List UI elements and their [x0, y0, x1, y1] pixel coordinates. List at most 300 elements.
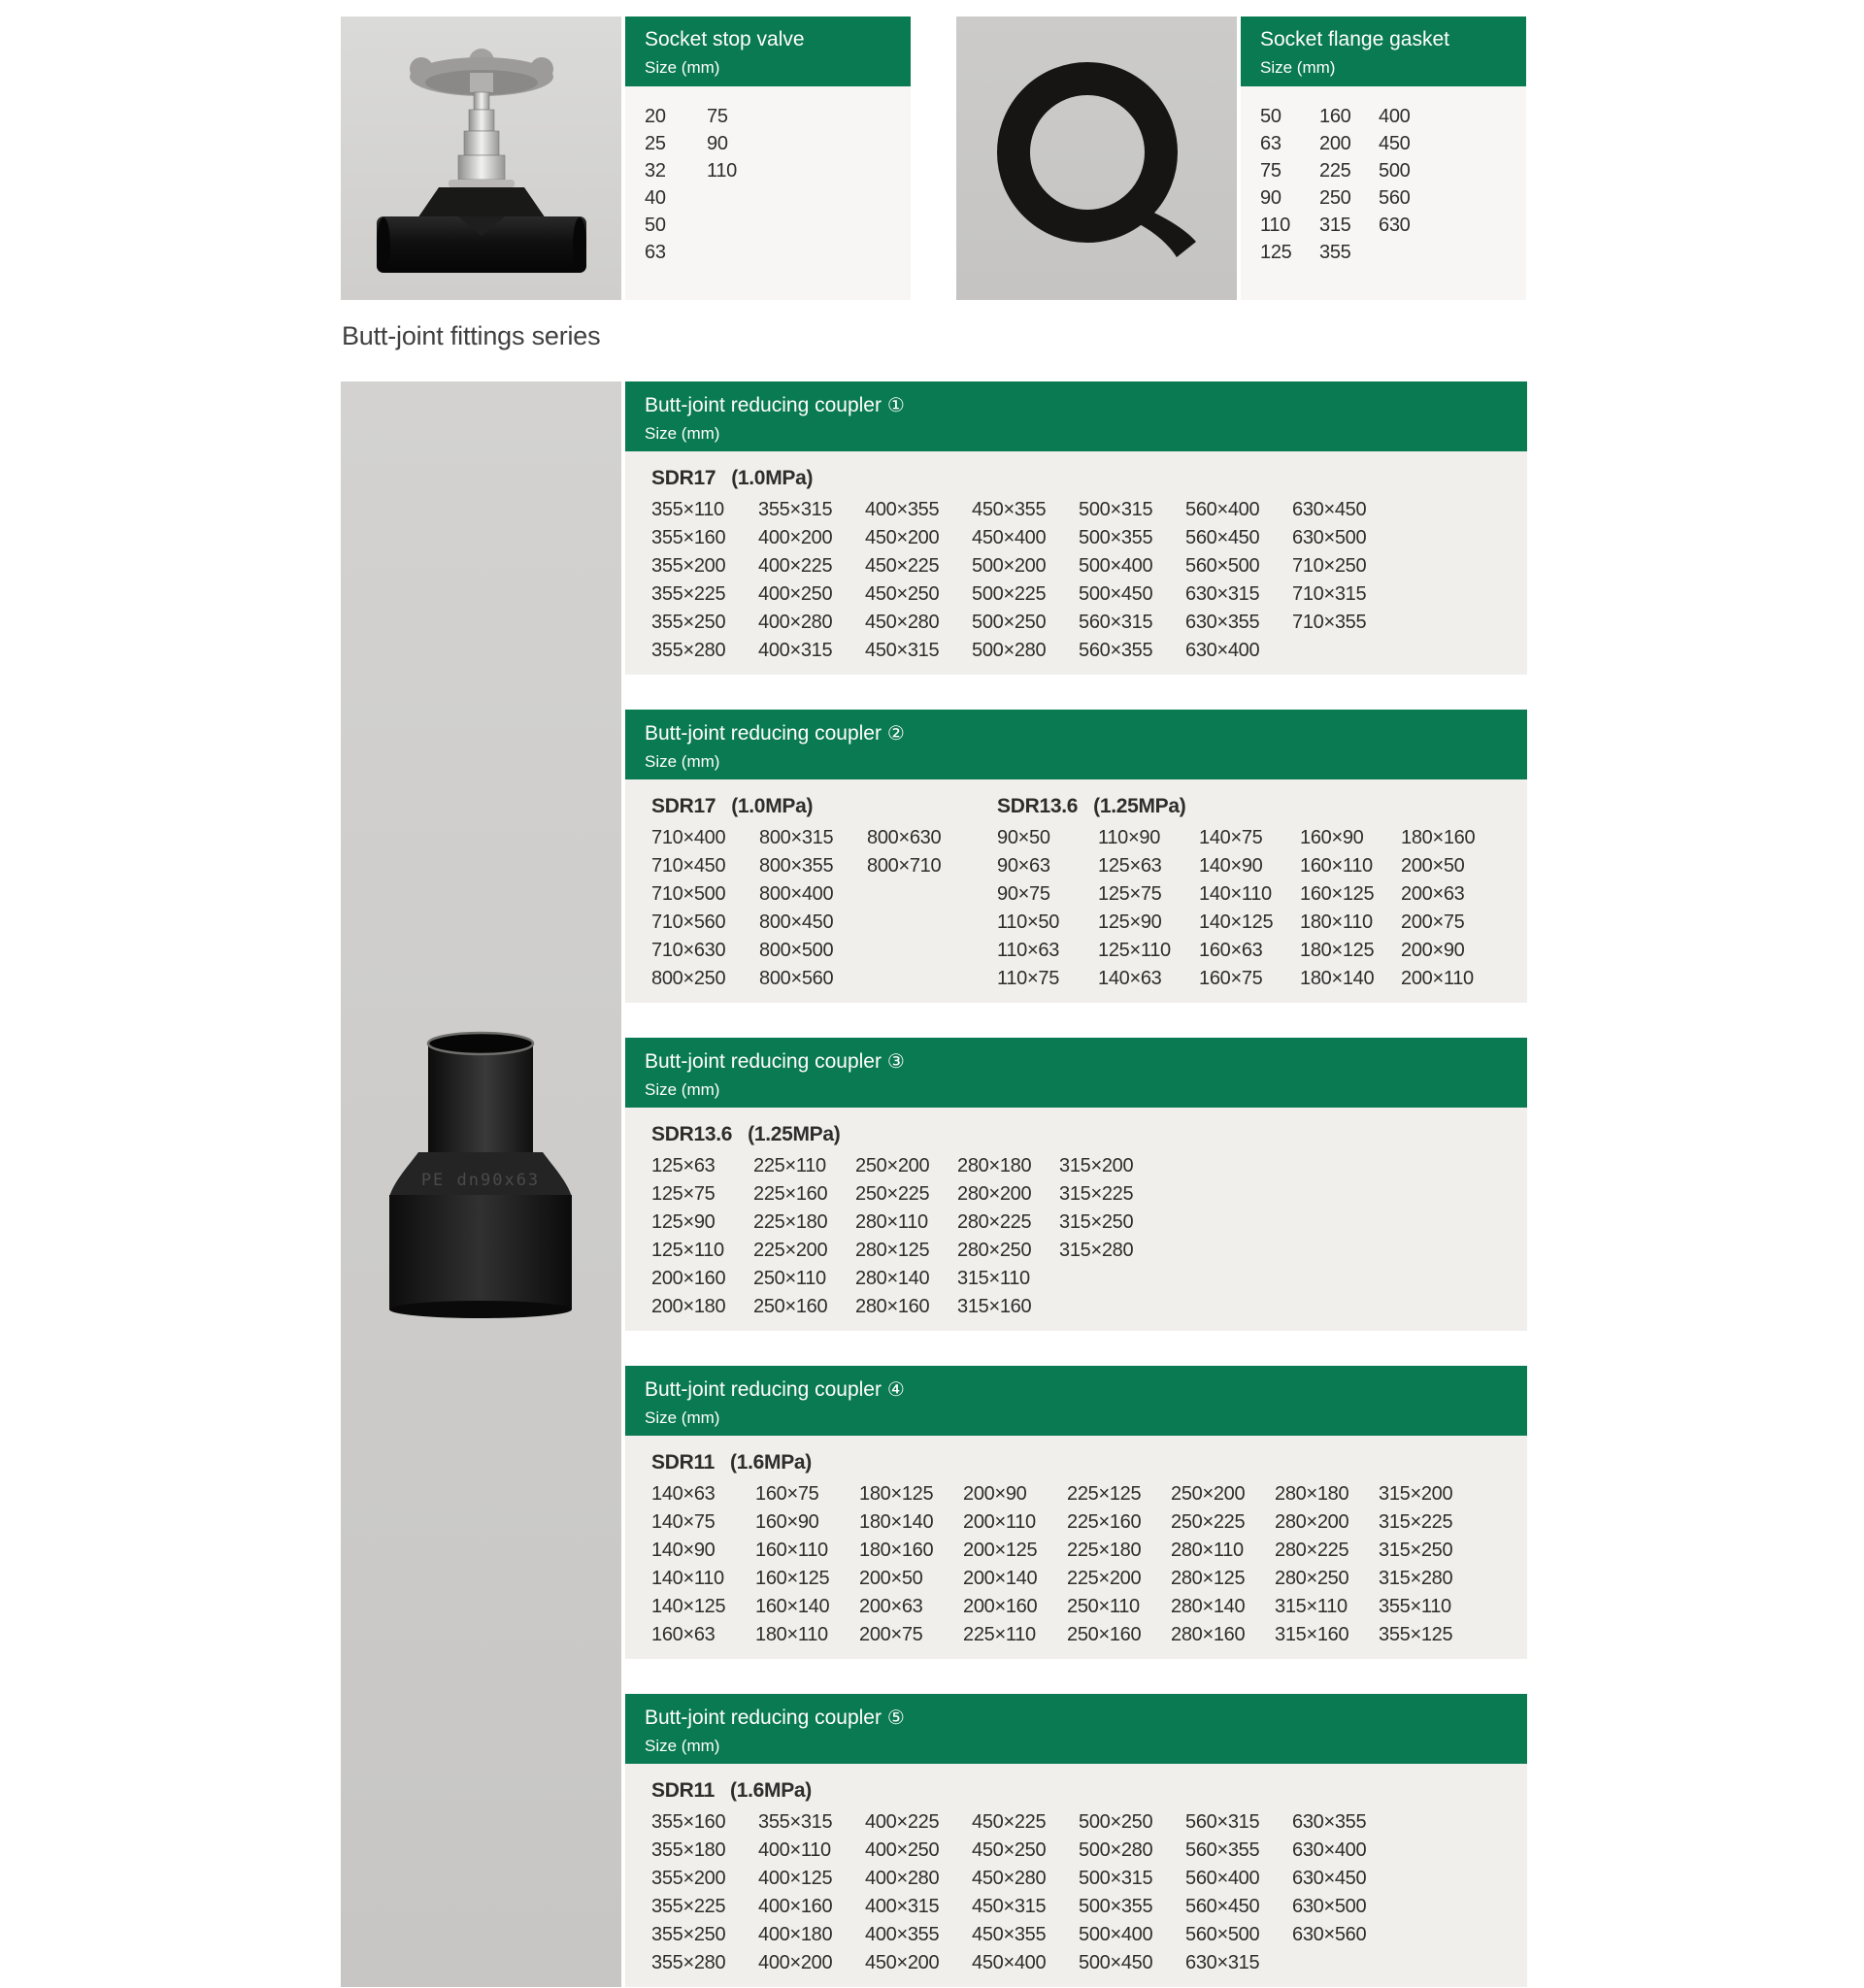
- size-cell: 250×110: [753, 1268, 826, 1289]
- size-cell: 315×110: [1275, 1596, 1348, 1617]
- table-title: [645, 1706, 1527, 1730]
- butt-joint-section: [341, 381, 1527, 1987]
- size-cell: 280×180: [957, 1155, 1032, 1176]
- size-cell: 110×75: [997, 968, 1060, 989]
- size-unit-label: Size (mm): [645, 424, 720, 443]
- size-cell: 500×400: [1079, 1924, 1153, 1945]
- size-cell: 225×125: [1067, 1483, 1142, 1505]
- coupler-photo-panel: [341, 381, 621, 1987]
- coupler-table: [625, 381, 1527, 675]
- size-row: [651, 1893, 1527, 1921]
- size-row: [651, 1865, 1527, 1893]
- size-cell: 355×315: [758, 1811, 833, 1833]
- sdr-code: SDR13.6: [997, 795, 1079, 817]
- size-cell: 450: [1379, 132, 1411, 154]
- size-cell: 355×110: [1379, 1596, 1451, 1617]
- size-cell: 125×90: [1098, 911, 1162, 933]
- size-row: [651, 880, 997, 909]
- size-cell: 200×75: [859, 1624, 923, 1645]
- size-row: [645, 212, 911, 239]
- size-cell: 315×110: [957, 1268, 1030, 1289]
- size-unit-label: Size (mm): [645, 1408, 720, 1427]
- size-cell: 710×560: [651, 911, 726, 933]
- size-cell: 63: [1260, 132, 1282, 154]
- sdr-group: [651, 1117, 1527, 1321]
- size-cell: 20: [645, 105, 666, 127]
- size-cell: 400×280: [865, 1868, 940, 1889]
- size-cell: 110×50: [997, 911, 1060, 933]
- table-title-text: Butt-joint reducing coupler: [645, 1706, 882, 1729]
- size-cell: 160×63: [1199, 940, 1263, 961]
- size-row: [1260, 212, 1526, 239]
- valve-stem: [474, 92, 489, 110]
- size-cell: 630×400: [1185, 640, 1260, 661]
- size-cell: 200×63: [1401, 883, 1465, 905]
- socket-flange-gasket-photo: [956, 17, 1237, 300]
- size-cell: 200×160: [963, 1596, 1038, 1617]
- size-row: [651, 552, 1527, 580]
- size-cell: 315×280: [1379, 1568, 1453, 1589]
- size-cell: 800×630: [867, 827, 942, 848]
- gasket-ring: [1014, 79, 1161, 226]
- size-cell: 355×225: [651, 583, 726, 605]
- table-title-text: Butt-joint reducing coupler: [645, 722, 882, 745]
- size-cell: 125×63: [1098, 855, 1162, 877]
- sdr-rating-label: [651, 1773, 1527, 1808]
- table-header: [625, 17, 911, 86]
- size-cell: 355×225: [651, 1896, 726, 1917]
- size-cell: 500×400: [1079, 555, 1153, 577]
- table-body: [625, 1436, 1527, 1659]
- size-cell: 500: [1379, 159, 1411, 182]
- size-cell: 500×450: [1079, 1952, 1153, 1973]
- size-row: [651, 496, 1527, 524]
- size-cell: 355×160: [651, 527, 726, 548]
- size-cell: 280×200: [1275, 1511, 1349, 1533]
- table-body: [625, 1764, 1527, 1987]
- sdr-code: SDR11: [651, 1779, 716, 1802]
- size-cell: 315×250: [1059, 1211, 1134, 1233]
- size-cell: 450×225: [865, 555, 940, 577]
- size-cell: 200×90: [963, 1483, 1027, 1505]
- size-cell: 630×400: [1292, 1839, 1367, 1861]
- size-cell: 225×110: [753, 1155, 826, 1176]
- circled-number-badge: ①: [886, 393, 905, 416]
- size-row: [997, 937, 1527, 965]
- size-row: [651, 1593, 1527, 1621]
- size-cell: 160×110: [1300, 855, 1373, 877]
- size-cell: 225×160: [753, 1183, 828, 1205]
- size-cell: 200×180: [651, 1296, 726, 1317]
- pressure-rating: (1.0MPa): [731, 467, 814, 489]
- size-cell: 315×280: [1059, 1240, 1134, 1261]
- size-cell: 315: [1319, 214, 1351, 236]
- size-cell: 32: [645, 159, 666, 182]
- size-unit-label: Size (mm): [645, 1737, 720, 1755]
- size-row: [651, 1621, 1527, 1649]
- size-cell: 180×140: [859, 1511, 934, 1533]
- size-cell: 250×160: [1067, 1624, 1142, 1645]
- size-cell: 180×160: [859, 1540, 934, 1561]
- size-cell: 450×250: [865, 583, 940, 605]
- socket-stop-valve-table: [625, 17, 911, 300]
- size-row: [645, 103, 911, 130]
- size-cell: 90×75: [997, 883, 1050, 905]
- table-header: [625, 1366, 1527, 1436]
- size-cell: 630×315: [1185, 583, 1260, 605]
- size-cell: 125: [1260, 241, 1292, 263]
- size-cell: 630×560: [1292, 1924, 1367, 1945]
- size-cell: 500×280: [1079, 1839, 1153, 1861]
- size-cell: 250×160: [753, 1296, 828, 1317]
- valve-stem: [458, 155, 505, 180]
- size-cell: 200×50: [859, 1568, 923, 1589]
- size-cell: 400×250: [865, 1839, 940, 1861]
- size-row: [997, 824, 1527, 852]
- size-cell: 280×180: [1275, 1483, 1349, 1505]
- size-row: [651, 580, 1527, 609]
- size-cell: 140×110: [651, 1568, 724, 1589]
- table-body: [625, 779, 1527, 1003]
- size-cell: 200×90: [1401, 940, 1465, 961]
- size-cell: 800×450: [759, 911, 834, 933]
- size-cell: 280×225: [957, 1211, 1032, 1233]
- size-cell: 110: [707, 159, 737, 182]
- size-cell: 280×125: [855, 1240, 930, 1261]
- size-cell: 315×225: [1059, 1183, 1134, 1205]
- size-row: [651, 1949, 1527, 1977]
- sdr-rating-label: [651, 1117, 1527, 1152]
- size-cell: 200×110: [1401, 968, 1474, 989]
- size-cell: 800×560: [759, 968, 834, 989]
- size-row: [997, 852, 1527, 880]
- size-cell: 200×75: [1401, 911, 1465, 933]
- size-cell: 450×355: [972, 499, 1047, 520]
- size-cell: 75: [1260, 159, 1282, 182]
- size-row: [651, 824, 997, 852]
- size-cell: 400×280: [758, 612, 833, 633]
- coupler-top-cylinder: [428, 1044, 533, 1152]
- size-cell: 180×140: [1300, 968, 1375, 989]
- socket-flange-gasket-block: [956, 17, 1526, 300]
- size-cell: 500×280: [972, 640, 1047, 661]
- size-cell: 400×200: [758, 1952, 833, 1973]
- size-cell: 180×160: [1401, 827, 1476, 848]
- sdr-groups: [651, 1117, 1527, 1321]
- size-cell: 560×450: [1185, 1896, 1260, 1917]
- size-row: [651, 1265, 1527, 1293]
- table-title: [645, 1377, 1527, 1402]
- size-cell: 280×200: [957, 1183, 1032, 1205]
- size-cell: 140×75: [1199, 827, 1263, 848]
- size-cell: 280×125: [1171, 1568, 1246, 1589]
- size-cell: 125×90: [651, 1211, 716, 1233]
- reducing-coupler-photo: [368, 1022, 594, 1323]
- circled-number-badge: ③: [886, 1049, 905, 1073]
- size-cell: 560×500: [1185, 1924, 1260, 1945]
- size-cell: 500×250: [972, 612, 1047, 633]
- size-cell: 630×355: [1292, 1811, 1367, 1833]
- size-cell: 110×63: [997, 940, 1060, 961]
- size-cell: 160×90: [755, 1511, 819, 1533]
- coupler-table: [625, 710, 1527, 1003]
- flange-gasket-illustration: [984, 46, 1210, 271]
- size-cell: 180×110: [755, 1624, 828, 1645]
- valve-bonnet: [417, 187, 546, 218]
- table-title: Socket flange gasket: [1260, 28, 1449, 50]
- size-unit-label: Size (mm): [645, 58, 720, 77]
- size-cell: 200×140: [963, 1568, 1038, 1589]
- size-cell: 800×250: [651, 968, 726, 989]
- size-cell: 400×355: [865, 499, 940, 520]
- size-cell: 180×125: [859, 1483, 934, 1505]
- size-cell: 450×315: [865, 640, 940, 661]
- sdr-code: SDR13.6: [651, 1123, 733, 1145]
- size-cell: 800×355: [759, 855, 834, 877]
- size-cell: 200: [1319, 132, 1351, 154]
- stop-valve-illustration: [375, 40, 588, 277]
- section-heading: Butt-joint fittings series: [342, 321, 601, 350]
- size-unit-label: Size (mm): [1260, 58, 1336, 77]
- size-row: [651, 609, 1527, 637]
- size-row: [1260, 184, 1526, 212]
- size-cell: 280×250: [957, 1240, 1032, 1261]
- size-cell: 63: [645, 241, 666, 263]
- size-row: [651, 1537, 1527, 1565]
- size-cell: 140×90: [1199, 855, 1263, 877]
- size-cell: 90: [1260, 186, 1282, 209]
- size-cell: 355: [1319, 241, 1351, 263]
- size-cell: 630×450: [1292, 499, 1367, 520]
- size-cell: 450×225: [972, 1811, 1047, 1833]
- size-cell: 280×160: [855, 1296, 930, 1317]
- sdr-code: SDR17: [651, 795, 716, 817]
- size-cell: 355×160: [651, 1811, 726, 1833]
- table-header: [625, 1038, 1527, 1108]
- size-cell: 200×160: [651, 1268, 726, 1289]
- size-cell: 630×500: [1292, 1896, 1367, 1917]
- size-row: [651, 852, 997, 880]
- size-row: [651, 909, 997, 937]
- size-cell: 90: [707, 132, 728, 154]
- sdr-groups: [651, 1445, 1527, 1649]
- size-cell: 400×160: [758, 1896, 833, 1917]
- handwheel-hub: [470, 73, 493, 92]
- size-cell: 280×110: [1171, 1540, 1244, 1561]
- size-cell: 500×355: [1079, 527, 1153, 548]
- stem-flange: [449, 180, 515, 187]
- embossed-text: PE dn90x63: [420, 1171, 541, 1190]
- sdr-groups: [651, 789, 1527, 993]
- size-cell: 25: [645, 132, 666, 154]
- size-cell: 140×75: [651, 1511, 716, 1533]
- size-cell: 560×355: [1185, 1839, 1260, 1861]
- size-cell: 160×110: [755, 1540, 828, 1561]
- size-cell: 250×200: [1171, 1483, 1246, 1505]
- socket-stop-valve-block: [341, 17, 911, 300]
- size-cell: 160×125: [755, 1568, 830, 1589]
- pipe-end: [573, 217, 586, 272]
- size-cell: 280×225: [1275, 1540, 1349, 1561]
- size-cell: 110×90: [1098, 827, 1161, 848]
- size-cell: 200×50: [1401, 855, 1465, 877]
- size-cell: 280×140: [855, 1268, 930, 1289]
- size-cell: 225×200: [753, 1240, 828, 1261]
- size-cell: 800×710: [867, 855, 942, 877]
- sdr-code: SDR11: [651, 1451, 716, 1474]
- table-body: [625, 451, 1527, 675]
- table-header: [625, 381, 1527, 451]
- sdr-rating-label: [997, 789, 1527, 824]
- size-row: [651, 1921, 1527, 1949]
- size-cell: 225×180: [753, 1211, 828, 1233]
- size-row: [1260, 157, 1526, 184]
- circled-number-badge: ②: [886, 721, 905, 745]
- size-row: [651, 637, 1527, 665]
- size-cell: 500×250: [1079, 1811, 1153, 1833]
- size-cell: 560×400: [1185, 499, 1260, 520]
- sdr-group: [651, 789, 997, 993]
- size-cell: 560×400: [1185, 1868, 1260, 1889]
- size-cell: 125×110: [1098, 940, 1171, 961]
- size-cell: 140×125: [651, 1596, 726, 1617]
- size-list: [625, 86, 911, 300]
- size-unit-label: Size (mm): [645, 752, 720, 771]
- size-cell: 400×315: [758, 640, 833, 661]
- size-cell: 140×110: [1199, 883, 1272, 905]
- size-cell: 355×125: [1379, 1624, 1453, 1645]
- circled-number-badge: ④: [886, 1377, 905, 1401]
- size-row: [651, 1565, 1527, 1593]
- size-row: [1260, 130, 1526, 157]
- size-cell: 225×110: [963, 1624, 1036, 1645]
- size-row: [997, 965, 1527, 993]
- sdr-rating-label: [651, 789, 997, 824]
- circled-number-badge: ⑤: [886, 1706, 905, 1729]
- size-cell: 355×200: [651, 555, 726, 577]
- size-cell: 160×63: [651, 1624, 716, 1645]
- size-cell: 280×160: [1171, 1624, 1246, 1645]
- table-header: [1241, 17, 1526, 86]
- size-row: [651, 937, 997, 965]
- valve-stem: [469, 110, 494, 131]
- size-row: [651, 1808, 1527, 1837]
- size-cell: 280×250: [1275, 1568, 1349, 1589]
- size-cell: 710×630: [651, 940, 726, 961]
- size-cell: 160: [1319, 105, 1351, 127]
- size-row: [997, 909, 1527, 937]
- size-cell: 250×200: [855, 1155, 930, 1176]
- size-list: [1241, 86, 1526, 300]
- size-cell: 400×180: [758, 1924, 833, 1945]
- size-row: [651, 1180, 1527, 1209]
- size-row: [1260, 103, 1526, 130]
- size-cell: 560×315: [1185, 1811, 1260, 1833]
- size-cell: 500×450: [1079, 583, 1153, 605]
- table-header: [625, 710, 1527, 779]
- size-cell: 125×75: [1098, 883, 1162, 905]
- size-cell: 450×355: [972, 1924, 1047, 1945]
- size-cell: 355×110: [651, 499, 724, 520]
- size-cell: 315×200: [1059, 1155, 1134, 1176]
- size-row: [651, 965, 997, 993]
- size-row: [651, 1209, 1527, 1237]
- size-cell: 40: [645, 186, 666, 209]
- size-cell: 250×110: [1067, 1596, 1140, 1617]
- size-cell: 800×400: [759, 883, 834, 905]
- size-cell: 630×500: [1292, 527, 1367, 548]
- coupler-table: [625, 1694, 1527, 1987]
- size-cell: 500×200: [972, 555, 1047, 577]
- size-cell: 400×250: [758, 583, 833, 605]
- size-cell: 500×355: [1079, 1896, 1153, 1917]
- size-cell: 140×63: [1098, 968, 1162, 989]
- socket-flange-gasket-table: [1241, 17, 1526, 300]
- pressure-rating: (1.6MPa): [730, 1779, 813, 1802]
- size-cell: 500×315: [1079, 499, 1153, 520]
- size-row: [651, 1237, 1527, 1265]
- size-cell: 160×125: [1300, 883, 1375, 905]
- sdr-group: [997, 789, 1527, 993]
- size-cell: 400×200: [758, 527, 833, 548]
- size-cell: 450×400: [972, 1952, 1047, 1973]
- socket-stop-valve-photo: [341, 17, 621, 300]
- size-cell: 225×160: [1067, 1511, 1142, 1533]
- size-cell: 250: [1319, 186, 1351, 209]
- size-cell: 355×200: [651, 1868, 726, 1889]
- size-cell: 50: [645, 214, 666, 236]
- size-cell: 110: [1260, 214, 1290, 236]
- size-cell: 125×63: [651, 1155, 716, 1176]
- size-cell: 280×110: [855, 1211, 928, 1233]
- size-cell: 140×90: [651, 1540, 716, 1561]
- size-cell: 180×110: [1300, 911, 1373, 933]
- size-cell: 250×225: [855, 1183, 930, 1205]
- size-cell: 225: [1319, 159, 1351, 182]
- size-row: [645, 157, 911, 184]
- pipe-end: [377, 217, 390, 272]
- size-cell: 90×63: [997, 855, 1050, 877]
- size-cell: 200×63: [859, 1596, 923, 1617]
- size-cell: 450×200: [865, 1952, 940, 1973]
- pressure-rating: (1.0MPa): [731, 795, 814, 817]
- table-title-text: Butt-joint reducing coupler: [645, 1050, 882, 1073]
- sdr-groups: [651, 1773, 1527, 1977]
- size-cell: 400×355: [865, 1924, 940, 1945]
- size-cell: 75: [707, 105, 728, 127]
- size-cell: 630×450: [1292, 1868, 1367, 1889]
- sdr-group: [651, 1445, 1527, 1649]
- size-cell: 140×125: [1199, 911, 1274, 933]
- size-cell: 355×280: [651, 640, 726, 661]
- size-row: [651, 1152, 1527, 1180]
- table-title: [645, 1049, 1527, 1074]
- size-cell: 800×500: [759, 940, 834, 961]
- size-row: [651, 1480, 1527, 1508]
- size-cell: 710×250: [1292, 555, 1367, 577]
- size-cell: 225×200: [1067, 1568, 1142, 1589]
- size-cell: 355×315: [758, 499, 833, 520]
- size-cell: 315×225: [1379, 1511, 1453, 1533]
- size-cell: 710×315: [1292, 583, 1367, 605]
- size-cell: 450×315: [972, 1896, 1047, 1917]
- size-cell: 450×400: [972, 527, 1047, 548]
- size-cell: 630×355: [1185, 612, 1260, 633]
- size-cell: 200×125: [963, 1540, 1038, 1561]
- pressure-rating: (1.6MPa): [730, 1451, 813, 1474]
- table-title: Socket stop valve: [645, 28, 805, 50]
- size-cell: 355×250: [651, 612, 726, 633]
